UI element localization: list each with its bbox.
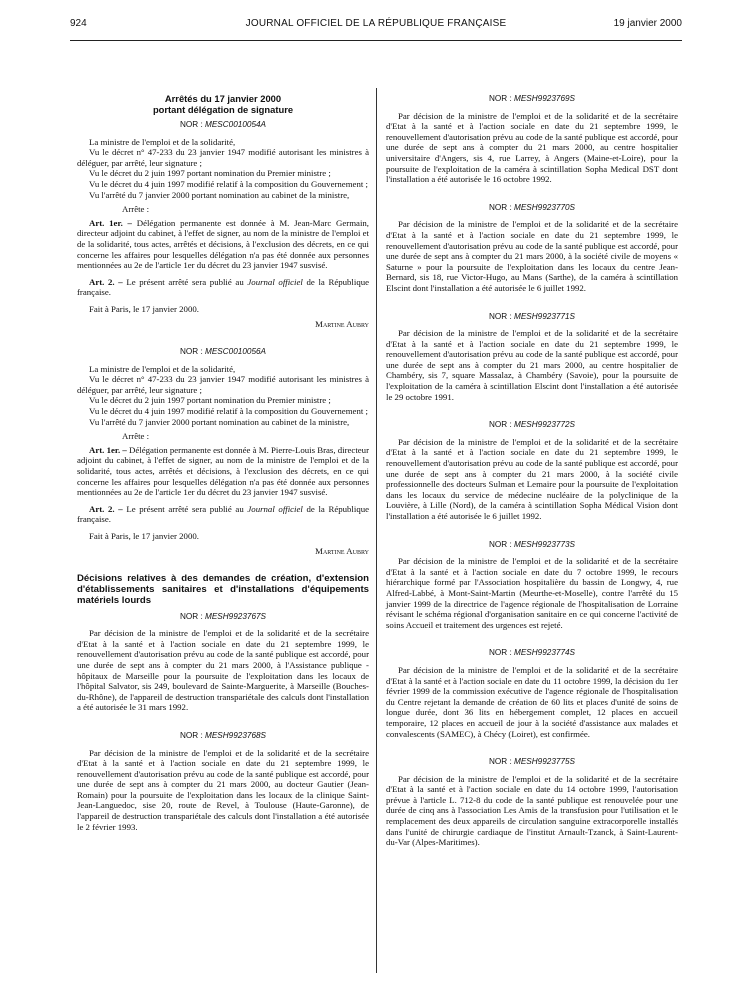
issue-date: 19 janvier 2000 [613,18,682,29]
text-paragraph: Vu le décret du 4 juin 1997 modifié relatif à la composition du Gouvernement ; [89,406,368,417]
article-paragraph: Art. 1er. – Délégation permanente est donnée à M. Jean-Marc Germain, directeur adjoint du cabinet, à l'effet de signer, au nom de la ministre de l'emploi et de la solidarité, tous actes, arrêtés et décisions, à l'exclusion des décrets, en ce qui concerne les affaires pour lesquelles délégation n'a pas été donnée aux personnes mentionnées au 2e de l'article 1er du décret du 23 janvier 1947 susvisé. [77,217,369,271]
text-paragraph: Vu le décret n° 47-233 du 23 janvier 1947 modifié autorisant les ministres à déléguer, par arrêté, leur signature ; [77,147,369,168]
section-title: Décisions relatives à des demandes de création, d'extension d'établissements sanitaires et d'installations d'équipements matériels lourds [77,573,369,606]
decision-paragraph: Par décision de la ministre de l'emploi et de la solidarité et de la secrétaire d'Etat à la santé et à l'action sociale en date du 11 octobre 1999, la décision du 1er février 1999 de la commission exécutive de l'agence régionale de l'hospitalisation du Centre rejetant la demande de création de 60 lits et places d'unité de soins de longue durée, dont 36 lits en hébergement complet, 12 places en accueil temporaire, 12 places en accueil de jour à la société d'assistance aux malades et convalescents (SAMEC), à Chécy (Loiret), est confirmée. [386,664,678,739]
text-paragraph: Vu le décret n° 47-233 du 23 janvier 1947 modifié autorisant les ministres à déléguer, par arrêté, leur signature ; [77,374,369,395]
signature: Martine Aubry [315,545,369,556]
place-date: Fait à Paris, le 17 janvier 2000. [89,531,199,541]
column-divider [376,88,377,973]
nor-reference: NOR : MESH9923768S [179,730,267,740]
header-rule [70,40,682,41]
nor-reference: NOR : MESH9923773S [488,539,576,549]
nor-reference: NOR : MESH9923774S [488,648,576,658]
text-paragraph: Vu l'arrêté du 7 janvier 2000 portant nomination au cabinet de la ministre, [89,416,350,427]
article-paragraph: Art. 1er. – Délégation permanente est donnée à M. Pierre-Louis Bras, directeur adjoint du cabinet, à l'effet de signer, au nom de la ministre de l'emploi et de la solidarité, tous actes, arrêtés et décisions, à l'exclusion des décrets, en ce qui concerne les affaires pour lesquelles délégation n'a pas été donnée aux personnes mentionnées au 2e de l'article 1er du décret du 23 janvier 1947 susvisé. [77,444,369,498]
text-paragraph: La ministre de l'emploi et de la solidarité, [89,136,236,147]
nor-reference: NOR : MESH9923775S [488,757,576,767]
decree-title: Arrêtés du 17 janvier 2000 portant délégation de signature [152,93,294,115]
arrete-label: Arrête : [122,204,150,215]
article-paragraph: Art. 2. – Le présent arrêté sera publié au Journal officiel de la République française. [77,276,370,298]
page-number: 924 [70,18,87,29]
text-paragraph: La ministre de l'emploi et de la solidarité, [89,363,236,374]
text-paragraph: Vu le décret du 2 juin 1997 portant nomination du Premier ministre ; [89,395,331,406]
decision-paragraph: Par décision de la ministre de l'emploi et de la solidarité et de la secrétaire d'Etat à la santé et à l'action sociale en date du 14 octobre 1999, l'autorisation prévue à l'article L. 712-8 du code de la santé publique est renouvelée pour une durée de cinq ans à l'association Les Amis de la transfusion pour l'utilisation et le remplacement des deux appareils de circulation sanguine extracorporelle installés dans l'unité de chirurgie cardiaque de l'institut Arnault-Tzanck, à Saint-Laurent-du-Var (Alpes-Maritimes). [386,773,678,848]
text-paragraph: Vu l'arrêté du 7 janvier 2000 portant nomination au cabinet de la ministre, [89,189,350,200]
nor-reference: NOR : MESH9923770S [488,202,576,212]
nor-reference: NOR : MESC0010054A [179,120,267,129]
signature: Martine Aubry [315,318,369,329]
nor-reference: NOR : MESH9923767S [179,611,267,621]
article-paragraph: Art. 2. – Le présent arrêté sera publié au Journal officiel de la République française. [77,503,370,525]
nor-reference: NOR : MESH9923772S [488,420,576,430]
page-header [70,18,682,34]
decision-paragraph: Par décision de la ministre de l'emploi et de la solidarité et de la secrétaire d'Etat à la santé et à l'action sociale en date du 21 septembre 1999, le renouvellement d'autorisation prévu au code de la santé publique est accordé, pour une durée de sept ans à compter du 21 mars 2000, à l'Assistance publique - hôpitaux de Marseille pour la poursuite de l'exploitation dans les locaux de l'hôpital Salvator, sis 249, boulevard de Sainte-Marguerite, à Marseille (Bouches-du-Rhône), de l'appareil de destruction transpariétale des calculs dont l'installation a été autorisée le 31 mars 1992. [77,628,369,713]
decision-paragraph: Par décision de la ministre de l'emploi et de la solidarité et de la secrétaire d'Etat à la santé et à l'action sociale en date du 21 septembre 1999, le renouvellement d'autorisation prévu au code de la santé publique est accordé, pour une durée de sept ans à compter du 21 mars 2000, à la société civile professionnelle des docteurs Sulman et Lemaire pour la poursuite de l'exploitation dans les locaux du service de médecine nucléaire de la polyclinique de la Louvière, à Lille (Nord), de la caméra à scintillation Sopha Médical Vision dont l'installation a été autorisée le 6 juillet 1992. [386,436,678,521]
place-date: Fait à Paris, le 17 janvier 2000. [89,303,199,314]
arrete-label: Arrête : [122,431,150,442]
decision-paragraph: Par décision de la ministre de l'emploi et de la solidarité et de la secrétaire d'Etat à la santé et à l'action sociale en date du 21 septembre 1999, le renouvellement d'autorisation prévu au code de la santé publique est accordé, pour une durée de sept ans à compter du 21 mars 2000, au docteur Gautier (Jean-Romain) pour la poursuite de l'exploitation dans les locaux de la clinique Saint-Jean-Languedoc, sise 20, route de Revel, à Toulouse (Haute-Garonne), de l'appareil de destruction transpariétale des calculs dont l'installation a été autorisée le 2 février 1993. [77,747,369,832]
nor-reference: NOR : MESC0010056A [179,347,267,357]
decision-paragraph: Par décision de la ministre de l'emploi et de la solidarité et de la secrétaire d'Etat à la santé et à l'action sociale en date du 21 septembre 1999, le renouvellement d'autorisation prévu au code de la santé publique est accordé, pour une durée de sept ans à compter du 21 mars 2000, au centre hospitalier universitaire d'Angers, sis 4, rue Larrey, à Angers (Maine-et-Loire), pour la poursuite de l'exploitation de la caméra à scintillation Sopha Medical DST dont l'installation a été autorisée le 16 octobre 1992. [386,110,678,185]
decision-paragraph: Par décision de la ministre de l'emploi et de la solidarité et de la secrétaire d'Etat à la santé et à l'action sociale en date du 21 septembre 1999, le renouvellement d'autorisation prévu au code de la santé publique est accordé, pour une durée de sept ans à compter du 21 mars 2000, au centre hospitalier de Chambéry, sis 7, square Massalaz, à Chambéry (Savoie), pour la poursuite de l'exploitation de la caméra à scintillation Elscint dont l'installation a été autorisée le 29 octobre 1991. [386,328,678,402]
text-paragraph: Vu le décret du 4 juin 1997 modifié relatif à la composition du Gouvernement ; [89,178,368,189]
decision-paragraph: Par décision de la ministre de l'emploi et de la solidarité et de la secrétaire d'Etat à la santé et à l'action sociale en date du 21 septembre 1999, le renouvellement d'autorisation prévu au code de la santé publique est accordé, pour une durée de sept ans à compter du 21 mars 2000, à la société civile de moyens « Saturne » pour la poursuite de l'exploitation dans les locaux du centre Jean-Bernard, sis 18, rue Victor-Hugo, au Mans (Sarthe), de la caméra à scintillation Elscint dont l'installation a été autorisée le 6 juillet 1992. [386,219,678,293]
right-column [386,94,678,848]
text-paragraph: Vu le décret du 2 juin 1997 portant nomination du Premier ministre ; [89,168,331,179]
left-column [77,94,369,832]
decision-paragraph: Par décision de la ministre de l'emploi et de la solidarité et de la secrétaire d'Etat à la santé et à l'action sociale en date du 7 octobre 1999, le recours hiérarchique formé par l'Association hospitalière du bassin de Longwy, 4, rue Alfred-Labbé, à Mont-Saint-Martin (Meurthe-et-Moselle), contre l'arrêté du 15 janvier 1999 de la directrice de l'agence régionale de l'hospitalisation de Lorraine révisant le schéma régional d'organisation sanitaire en ce qui concerne l'activité de soins Accueil et traitement des urgences est rejeté. [386,556,678,630]
nor-reference: NOR : MESH9923769S [488,94,576,103]
nor-reference: NOR : MESH9923771S [488,311,576,321]
journal-title: JOURNAL OFFICIEL DE LA RÉPUBLIQUE FRANÇAISE [245,18,507,29]
